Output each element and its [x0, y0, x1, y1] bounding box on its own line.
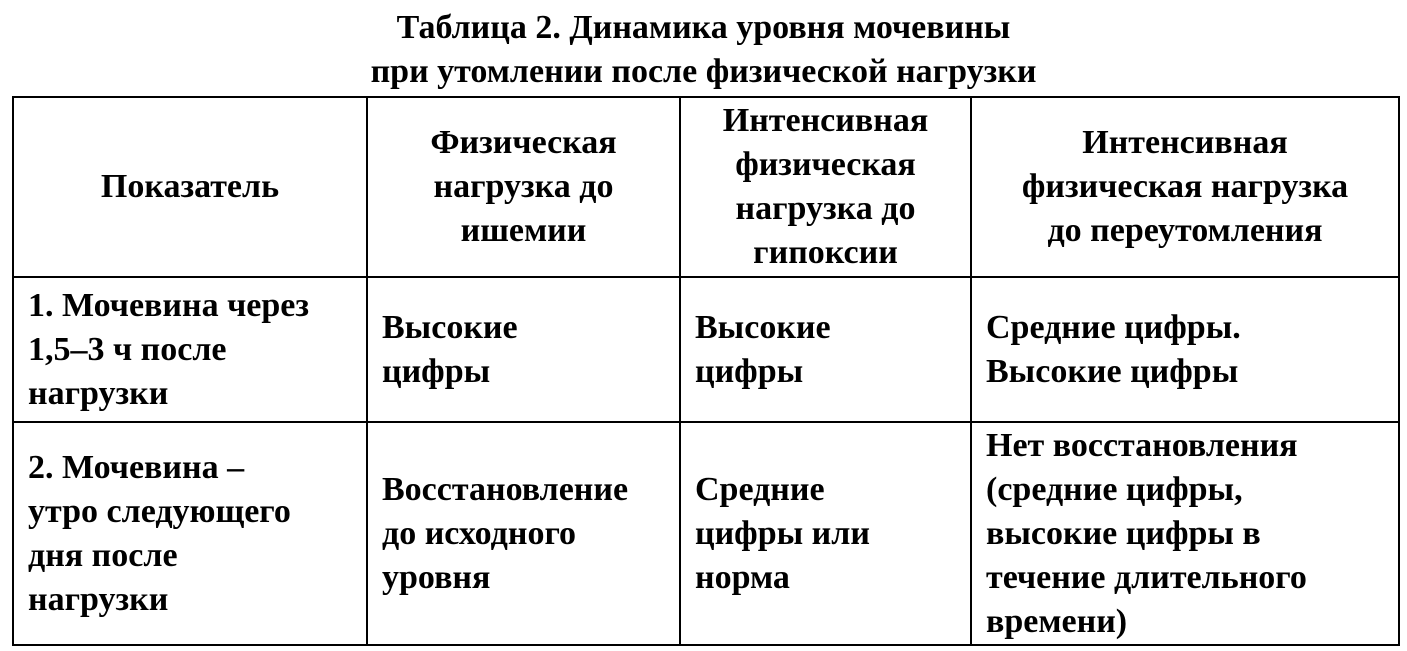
table-cell: Средние цифры. Высокие цифры [971, 277, 1399, 422]
table-cell: Восстановление до исходного уровня [367, 422, 680, 645]
urea-dynamics-table [12, 96, 1400, 646]
table-cell: Высокие цифры [367, 277, 680, 422]
table-row [13, 277, 1399, 422]
table-cell-indicator: 2. Мочевина – утро следующего дня после нагрузки [13, 422, 367, 645]
table-row [13, 422, 1399, 645]
table-cell: Нет восстановления (средние цифры, высокие цифры в течение длительного времени) [971, 422, 1399, 645]
caption-line-1: Таблица 2. Динамика уровня мочевины [396, 9, 1011, 46]
header-intensive-load-to-overfatigue: Интенсивная физическая нагрузка до переутомления [971, 97, 1399, 277]
table-cell-indicator: 1. Мочевина через 1,5–3 ч после нагрузки [13, 277, 367, 422]
header-load-to-ischemia: Физическая нагрузка до ишемии [367, 97, 680, 277]
table-cell: Средние цифры или норма [680, 422, 971, 645]
header-intensive-load-to-hypoxia: Интенсивная физическая нагрузка до гипоксии [680, 97, 971, 277]
caption-line-2: при утомлении после физической нагрузки [370, 53, 1037, 90]
table-caption [0, 6, 1407, 94]
table-cell: Высокие цифры [680, 277, 971, 422]
table-header-row [13, 97, 1399, 277]
header-indicator: Показатель [13, 97, 367, 277]
